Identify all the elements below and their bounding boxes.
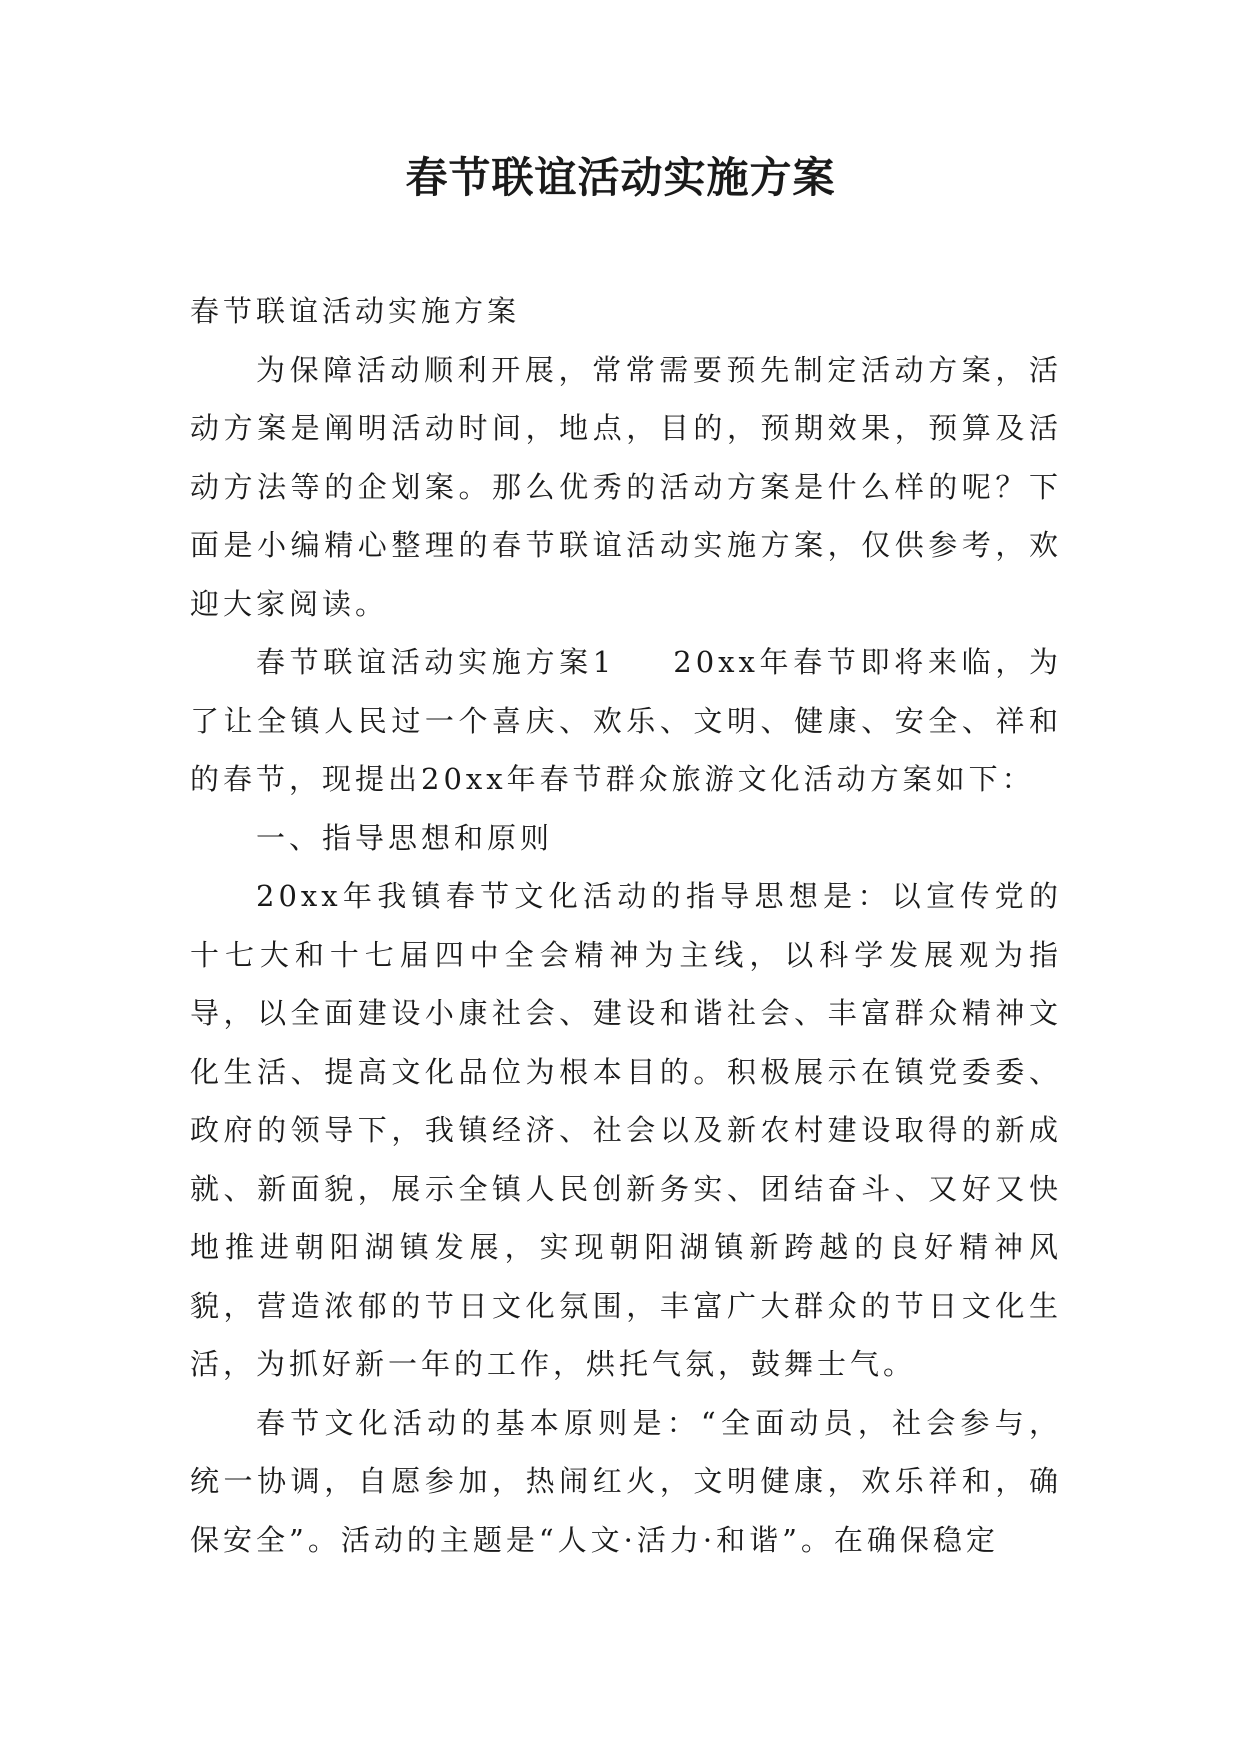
plan1-paragraph — [190, 633, 1062, 809]
principles-paragraph: 春节文化活动的基本原则是：“全面动员，社会参与，统一协调，自愿参加，热闹红火，文明健康，欢乐祥和，确保安全”。活动的主题是“人文·活力·和谐”。在确保稳定 — [190, 1405, 1062, 1557]
document-subtitle: 春节联谊活动实施方案 — [190, 294, 521, 328]
section1-heading: 一、指导思想和原则 — [256, 820, 554, 855]
intro-paragraph: 为保障活动顺利开展，常常需要预先制定活动方案，活动方案是阐明活动时间，地点，目的，预期效果，预算及活动方法等的企划案。那么优秀的活动方案是什么样的呢？下面是小编精心整理的春节联谊活动实施方案，仅供参考，欢迎大家阅读。 — [190, 352, 1062, 621]
plan1-body: 20xx年春节即将来临，为了让全镇人民过一个喜庆、欢乐、文明、健康、安全、祥和的春节，现提出20xx年春节群众旅游文化活动方案如下： — [190, 645, 1062, 796]
document-title: 春节联谊活动实施方案 — [405, 153, 836, 202]
document-body — [190, 282, 1062, 1569]
plan1-heading: 春节联谊活动实施方案1 — [256, 645, 616, 679]
guiding-paragraph: 20xx年我镇春节文化活动的指导思想是：以宣传党的十七大和十七届四中全会精神为主线，以科学发展观为指导，以全面建设小康社会、建设和谐社会、丰富群众精神文化生活、提高文化品位为根本目的。积极展示在镇党委委、政府的领导下，我镇经济、社会以及新农村建设取得的新成就、新面貌，展示全镇人民创新务实、团结奋斗、又好又快地推进朝阳湖镇发展，实现朝阳湖镇新跨越的良好精神风貌，营造浓郁的节日文化氛围，丰富广大群众的节日文化生活，为抓好新一年的工作，烘托气氛，鼓舞士气。 — [190, 879, 1062, 1381]
